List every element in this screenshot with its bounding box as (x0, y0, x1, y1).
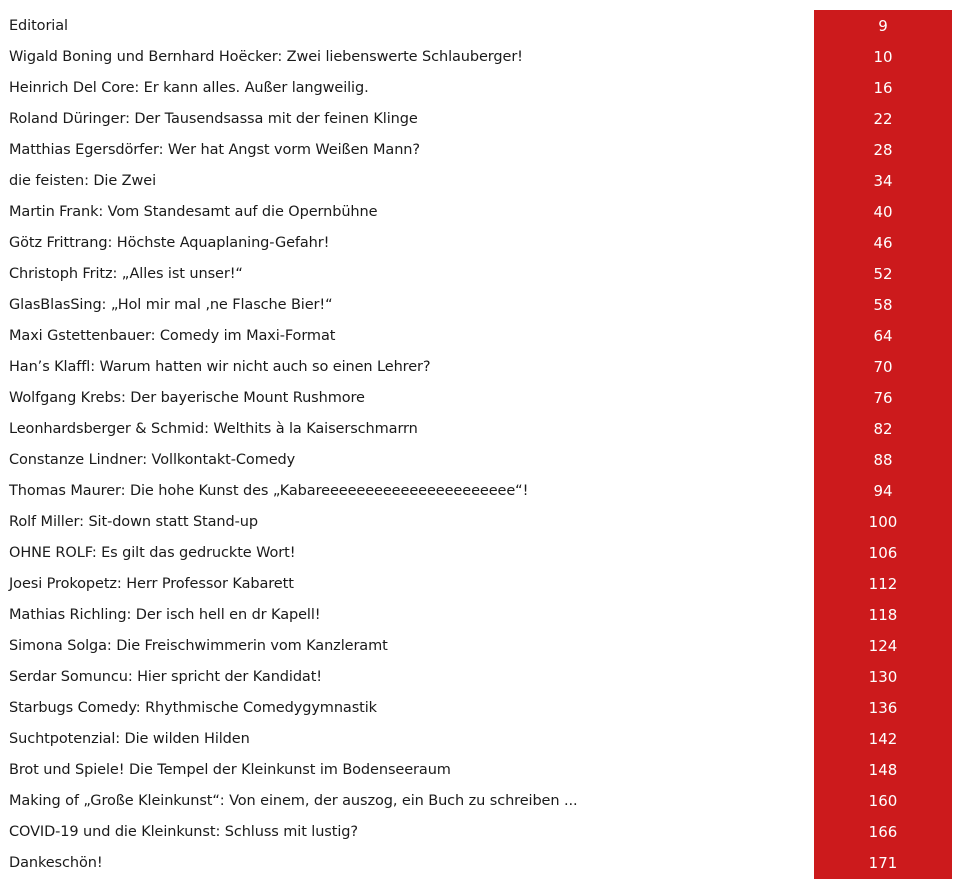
toc-entry (0, 661, 960, 692)
toc-entry-title: Serdar Somuncu: Hier spricht der Kandidat! (9, 668, 323, 685)
toc-entry-page-number: 160 (868, 791, 898, 810)
toc-entry-title: Editorial (9, 17, 68, 34)
toc-entry-title: Götz Frittrang: Höchste Aquaplaning-Gefahr! (9, 234, 330, 251)
toc-entry-page-number: 136 (868, 698, 898, 717)
toc-entry-page-number: 64 (873, 326, 893, 345)
toc-entry (0, 134, 960, 165)
toc-entry (0, 816, 960, 847)
toc-entry-page-number: 28 (873, 140, 893, 159)
toc-entry-title: OHNE ROLF: Es gilt das gedruckte Wort! (9, 544, 296, 561)
toc-entry-title: Starbugs Comedy: Rhythmische Comedygymnastik (9, 699, 377, 716)
toc-entry (0, 227, 960, 258)
toc-entry (0, 785, 960, 816)
toc-entry (0, 475, 960, 506)
toc-entry (0, 10, 960, 41)
toc-entry-page-number: 82 (873, 419, 893, 438)
toc-entry-title: Simona Solga: Die Freischwimmerin vom Kanzleramt (9, 637, 388, 654)
toc-entry-title: Roland Düringer: Der Tausendsassa mit der feinen Klinge (9, 110, 418, 127)
toc-entry-title: Thomas Maurer: Die hohe Kunst des „Kabareeeeeeeeeeeeeeeeeeeeee“! (9, 482, 529, 499)
toc-entry (0, 692, 960, 723)
toc-entry-page-number: 40 (873, 202, 893, 221)
toc-entry-title: Wolfgang Krebs: Der bayerische Mount Rushmore (9, 389, 365, 406)
toc-entry-page-number: 166 (868, 822, 898, 841)
toc-entry (0, 258, 960, 289)
toc-entry (0, 754, 960, 785)
toc-entry-page-number: 10 (873, 47, 893, 66)
toc-entry (0, 289, 960, 320)
toc-entry-page-number: 130 (868, 667, 898, 686)
table-of-contents (0, 10, 960, 878)
toc-entry (0, 723, 960, 754)
toc-entry-title: Dankeschön! (9, 854, 103, 871)
toc-entry (0, 103, 960, 134)
toc-entry-title: Rolf Miller: Sit-down statt Stand-up (9, 513, 258, 530)
toc-entry-title: Making of „Große Kleinkunst“: Von einem, der auszog, ein Buch zu schreiben ... (9, 792, 578, 809)
toc-entry (0, 537, 960, 568)
toc-entry-page-number: 46 (873, 233, 893, 252)
toc-entry-page-number: 100 (868, 512, 898, 531)
toc-entry-title: Matthias Egersdörfer: Wer hat Angst vorm Weißen Mann? (9, 141, 420, 158)
toc-entry-page-number: 9 (878, 16, 888, 35)
toc-entry-page-number: 70 (873, 357, 893, 376)
toc-entry-title: Suchtpotenzial: Die wilden Hilden (9, 730, 250, 747)
toc-entry-title: Leonhardsberger & Schmid: Welthits à la Kaiserschmarrn (9, 420, 418, 437)
toc-entry-page-number: 94 (873, 481, 893, 500)
toc-entry-page-number: 106 (868, 543, 898, 562)
toc-entry-page-number: 16 (873, 78, 893, 97)
toc-entry-title: die feisten: Die Zwei (9, 172, 157, 189)
toc-entry-title: Maxi Gstettenbauer: Comedy im Maxi-Format (9, 327, 336, 344)
toc-entry (0, 165, 960, 196)
toc-entry (0, 382, 960, 413)
toc-entry-title: Han’s Klaffl: Warum hatten wir nicht auch so einen Lehrer? (9, 358, 431, 375)
toc-entry-page-number: 22 (873, 109, 893, 128)
toc-entry (0, 506, 960, 537)
toc-entry-title: Christoph Fritz: „Alles ist unser!“ (9, 265, 243, 282)
toc-entry-title: Constanze Lindner: Vollkontakt-Comedy (9, 451, 296, 468)
toc-entry (0, 413, 960, 444)
toc-entry (0, 320, 960, 351)
toc-entry-page-number: 76 (873, 388, 893, 407)
toc-entry-page-number: 124 (868, 636, 898, 655)
toc-entry-page-number: 171 (868, 853, 898, 872)
toc-entry (0, 72, 960, 103)
toc-entry-title: Martin Frank: Vom Standesamt auf die Opernbühne (9, 203, 378, 220)
toc-entry (0, 847, 960, 878)
toc-entry-page-number: 34 (873, 171, 893, 190)
toc-entry (0, 630, 960, 661)
toc-entry-page-number: 112 (868, 574, 898, 593)
toc-entry (0, 41, 960, 72)
toc-entry-title: COVID-19 und die Kleinkunst: Schluss mit lustig? (9, 823, 358, 840)
toc-entry-title: Heinrich Del Core: Er kann alles. Außer langweilig. (9, 79, 369, 96)
toc-entry-page-number: 58 (873, 295, 893, 314)
toc-entry-page-number: 118 (868, 605, 898, 624)
toc-entry-title: Wigald Boning und Bernhard Hoëcker: Zwei liebenswerte Schlauberger! (9, 48, 523, 65)
toc-entry-page-number: 142 (868, 729, 898, 748)
toc-entry (0, 351, 960, 382)
toc-entry-title: Joesi Prokopetz: Herr Professor Kabarett (9, 575, 294, 592)
toc-entry-page-number: 88 (873, 450, 893, 469)
toc-entry-page-number: 52 (873, 264, 893, 283)
toc-entry (0, 568, 960, 599)
toc-entry-title: GlasBlasSing: „Hol mir mal ‚ne Flasche Bier!“ (9, 296, 333, 313)
toc-entry-page-number: 148 (868, 760, 898, 779)
toc-entry (0, 196, 960, 227)
toc-entry (0, 599, 960, 630)
toc-entry-title: Mathias Richling: Der isch hell en dr Kapell! (9, 606, 321, 623)
toc-entry-title: Brot und Spiele! Die Tempel der Kleinkunst im Bodenseeraum (9, 761, 451, 778)
toc-entry (0, 444, 960, 475)
